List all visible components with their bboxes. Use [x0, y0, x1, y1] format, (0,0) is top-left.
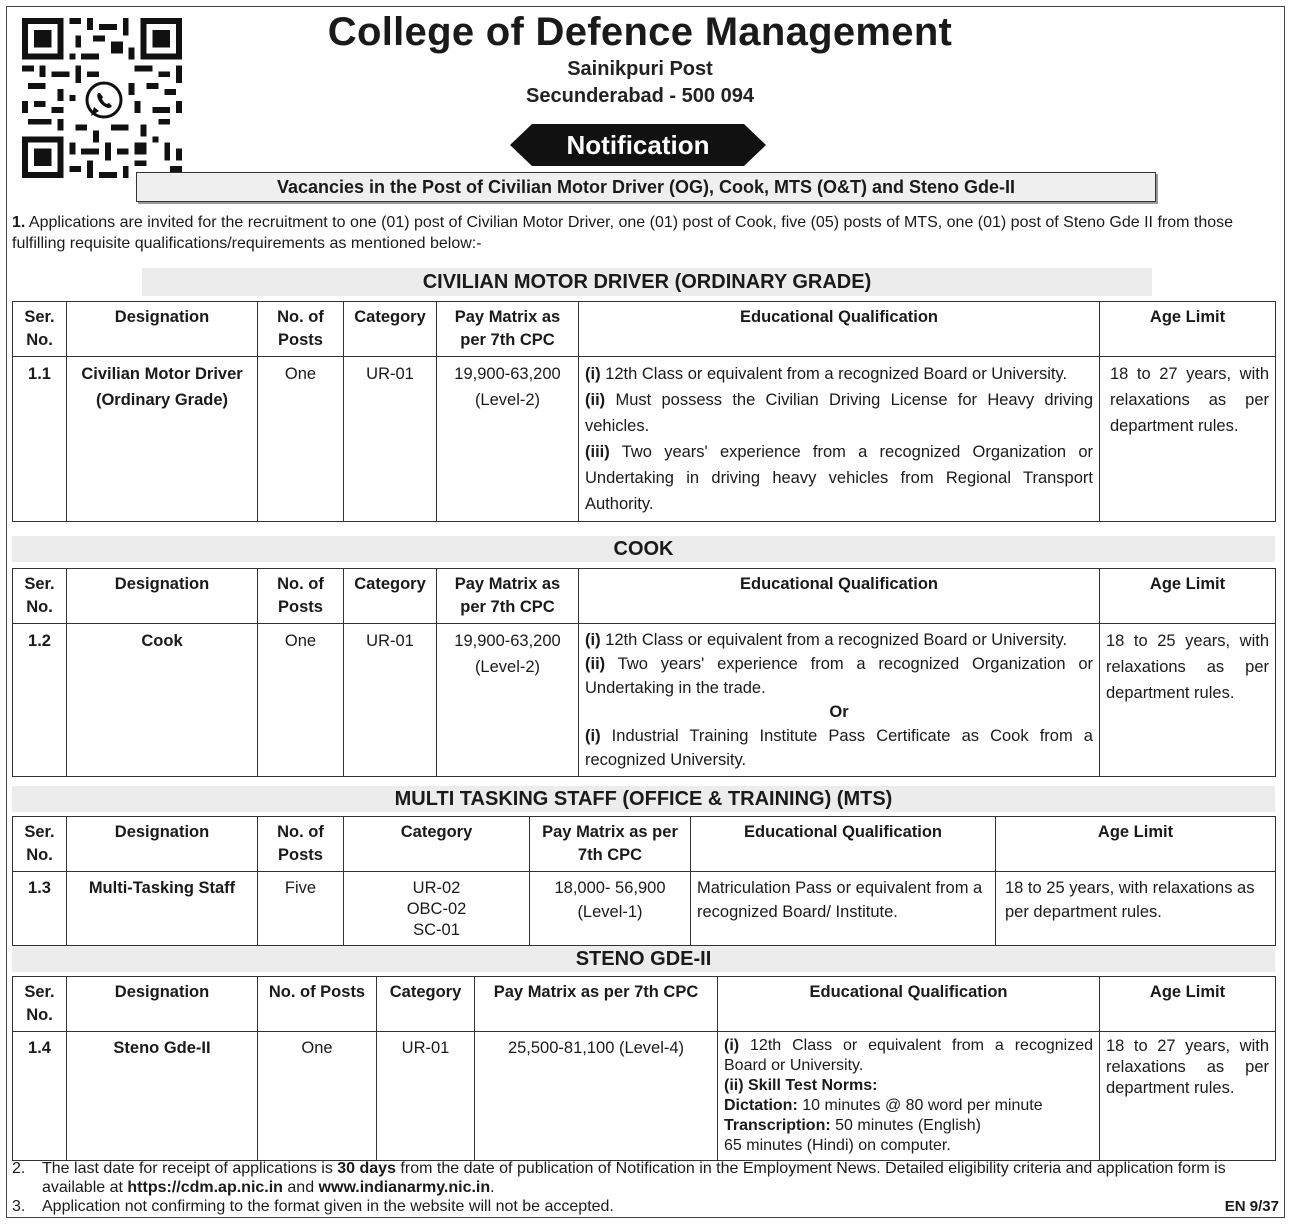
header-edu: Educational Qualification	[691, 817, 996, 872]
header-edu: Educational Qualification	[579, 302, 1100, 357]
cook-or: Or	[829, 703, 849, 721]
note-3-text: Application not confirming to the format given in the website will not be accepted.	[42, 1198, 614, 1215]
header-designation: Designation	[67, 817, 258, 872]
driver-pay-level: (Level-2)	[474, 391, 541, 409]
publication-code: EN 9/37	[1224, 1198, 1279, 1215]
footer-note-2	[12, 1159, 1274, 1197]
driver-pay	[437, 357, 579, 522]
intro-paragraph	[12, 212, 1284, 254]
header-ser: Ser. No.	[13, 977, 67, 1032]
header-ser: Ser. No.	[13, 817, 67, 872]
steno-dictation-label: Dictation:	[724, 1097, 798, 1114]
header-category: Category	[344, 569, 437, 624]
cook-pay-range: 19,900-63,200	[454, 632, 561, 650]
mts-category-obc: OBC-02	[406, 900, 467, 918]
mts-pay	[530, 872, 691, 946]
header-category: Category	[344, 302, 437, 357]
header-posts: No. of Posts	[258, 302, 344, 357]
header-designation: Designation	[67, 302, 258, 357]
steno-ser: 1.4	[13, 1032, 67, 1161]
cook-table	[12, 568, 1276, 777]
cook-posts: One	[258, 624, 344, 777]
whatsapp-icon	[82, 78, 126, 122]
steno-transcription-label: Transcription:	[724, 1117, 831, 1134]
mts-designation: Multi-Tasking Staff	[67, 872, 258, 946]
notification-title: Notification	[566, 130, 710, 160]
cook-pay-level: (Level-2)	[474, 658, 541, 676]
address-line-1: Sainikpuri Post	[567, 58, 713, 80]
mts-qualification: Matriculation Pass or equivalent from a recognized Board/ Institute.	[691, 872, 996, 946]
header-edu: Educational Qualification	[718, 977, 1100, 1032]
driver-posts: One	[258, 357, 344, 522]
header-ser: Ser. No.	[13, 302, 67, 357]
header-ser: Ser. No.	[13, 569, 67, 624]
header-category: Category	[377, 977, 475, 1032]
cook-q3-num: (i)	[585, 727, 601, 745]
steno-dictation: 10 minutes @ 80 word per minute	[797, 1097, 1043, 1114]
mts-pay-range: 18,000- 56,900	[554, 879, 666, 897]
cook-q2-num: (ii)	[585, 655, 606, 673]
steno-designation: Steno Gde-II	[67, 1032, 258, 1161]
note-2-text-c: from the date of publication of Notification in the Employment News. Detailed eligibility criteria and application form is available at	[42, 1160, 1226, 1196]
driver-q3: Two years' experience from a recognized Organization or Undertaking in driving heavy vehicles from Regional Transport Authority.	[585, 443, 1093, 513]
driver-designation: Civilian Motor Driver (Ordinary Grade)	[67, 357, 258, 522]
mts-category-sc: SC-01	[413, 921, 460, 939]
cook-category: UR-01	[344, 624, 437, 777]
mts-category-ur: UR-02	[412, 879, 461, 897]
header-pay: Pay Matrix as per 7th CPC	[437, 569, 579, 624]
section-title-driver: CIVILIAN MOTOR DRIVER (ORDINARY GRADE)	[142, 268, 1152, 296]
steno-posts: One	[258, 1032, 377, 1161]
header-posts: No. of Posts	[258, 569, 344, 624]
cook-q2: Two years' experience from a recognized Organization or Undertaking in the trade.	[585, 655, 1093, 697]
steno-q1-num: (i)	[724, 1037, 740, 1054]
section-title-cook: COOK	[12, 536, 1275, 562]
cook-age: 18 to 25 years, with relaxations as per department rules.	[1100, 624, 1276, 777]
steno-pay: 25,500-81,100 (Level-4)	[475, 1032, 718, 1161]
header-edu: Educational Qualification	[579, 569, 1100, 624]
driver-age: 18 to 27 years, with relaxations as per department rules.	[1100, 357, 1276, 522]
cook-q1-num: (i)	[585, 631, 601, 649]
steno-q1: 12th Class or equivalent from a recognized Board or University.	[724, 1037, 1093, 1074]
section-title-steno: STENO GDE-II	[12, 946, 1275, 972]
cook-q1: 12th Class or equivalent from a recognized Board or University.	[600, 631, 1068, 649]
driver-q1-num: (i)	[585, 365, 601, 383]
header-age: Age Limit	[1100, 977, 1276, 1032]
header-pay: Pay Matrix as per 7th CPC	[530, 817, 691, 872]
header-age: Age Limit	[1100, 302, 1276, 357]
cook-designation: Cook	[67, 624, 258, 777]
header-category: Category	[344, 817, 530, 872]
steno-transcription-hindi: 65 minutes (Hindi) on computer.	[724, 1137, 951, 1154]
steno-transcription: 50 minutes (English)	[830, 1117, 981, 1134]
footer-note-3	[12, 1197, 1162, 1216]
mts-pay-level: (Level-1)	[577, 903, 643, 921]
notification-banner	[510, 124, 766, 166]
steno-q2: (ii) Skill Test Norms:	[724, 1077, 878, 1094]
cook-pay	[437, 624, 579, 777]
mts-table	[12, 816, 1276, 946]
driver-q2-num: (ii)	[585, 391, 606, 409]
intro-number: 1.	[12, 214, 26, 231]
note-3-number: 3.	[12, 1198, 26, 1215]
mts-category	[344, 872, 530, 946]
address-line-2: Secunderabad - 500 094	[526, 85, 754, 107]
note-2-text-d: and	[282, 1179, 319, 1196]
cook-ser: 1.2	[13, 624, 67, 777]
mts-posts: Five	[258, 872, 344, 946]
driver-ser: 1.1	[13, 357, 67, 522]
header-designation: Designation	[67, 569, 258, 624]
cook-qualification	[579, 624, 1100, 777]
steno-table	[12, 976, 1276, 1161]
mts-ser: 1.3	[13, 872, 67, 946]
driver-qualification	[579, 357, 1100, 522]
intro-text: Applications are invited for the recruitment to one (01) post of Civilian Motor Driver, one (01) post of Cook, five (05) posts of MTS, one (01) post of Steno Gde II from those fulfilling requisite qualifications/requirements as mentioned below:-	[12, 214, 1234, 252]
organization-name: College of Defence Management	[327, 10, 953, 54]
header-pay: Pay Matrix as per 7th CPC	[437, 302, 579, 357]
driver-q1: 12th Class or equivalent from a recognized Board or University.	[600, 365, 1068, 383]
army-website-link[interactable]: www.indianarmy.nic.in	[318, 1179, 491, 1196]
note-2-text-a: The last date for receipt of applications is	[42, 1160, 338, 1177]
steno-age: 18 to 27 years, with relaxations as per department rules.	[1100, 1032, 1276, 1161]
header-pay: Pay Matrix as per 7th CPC	[475, 977, 718, 1032]
header-posts: No. of Posts	[258, 817, 344, 872]
section-title-mts: MULTI TASKING STAFF (OFFICE & TRAINING) (MTS)	[12, 786, 1275, 812]
cdm-website-link[interactable]: https://cdm.ap.nic.in	[127, 1179, 283, 1196]
driver-q2: Must possess the Civilian Driving License for Heavy driving vehicles.	[585, 391, 1093, 435]
header-age: Age Limit	[996, 817, 1276, 872]
vacancies-title: Vacancies in the Post of Civilian Motor Driver (OG), Cook, MTS (O&T) and Steno Gde-II	[136, 172, 1156, 202]
cook-q3: Industrial Training Institute Pass Certificate as Cook from a recognized University.	[585, 727, 1093, 769]
mts-age: 18 to 25 years, with relaxations as per department rules.	[996, 872, 1276, 946]
driver-table	[12, 301, 1276, 522]
note-2-deadline: 30 days	[337, 1160, 396, 1177]
header-age: Age Limit	[1100, 569, 1276, 624]
driver-category: UR-01	[344, 357, 437, 522]
header-designation: Designation	[67, 977, 258, 1032]
note-2-number: 2.	[12, 1160, 26, 1177]
driver-pay-range: 19,900-63,200	[454, 365, 561, 383]
header	[200, 8, 1080, 110]
steno-category: UR-01	[377, 1032, 475, 1161]
note-2-text-e: .	[490, 1179, 495, 1196]
steno-qualification	[718, 1032, 1100, 1161]
driver-q3-num: (iii)	[585, 443, 610, 461]
header-posts: No. of Posts	[258, 977, 377, 1032]
